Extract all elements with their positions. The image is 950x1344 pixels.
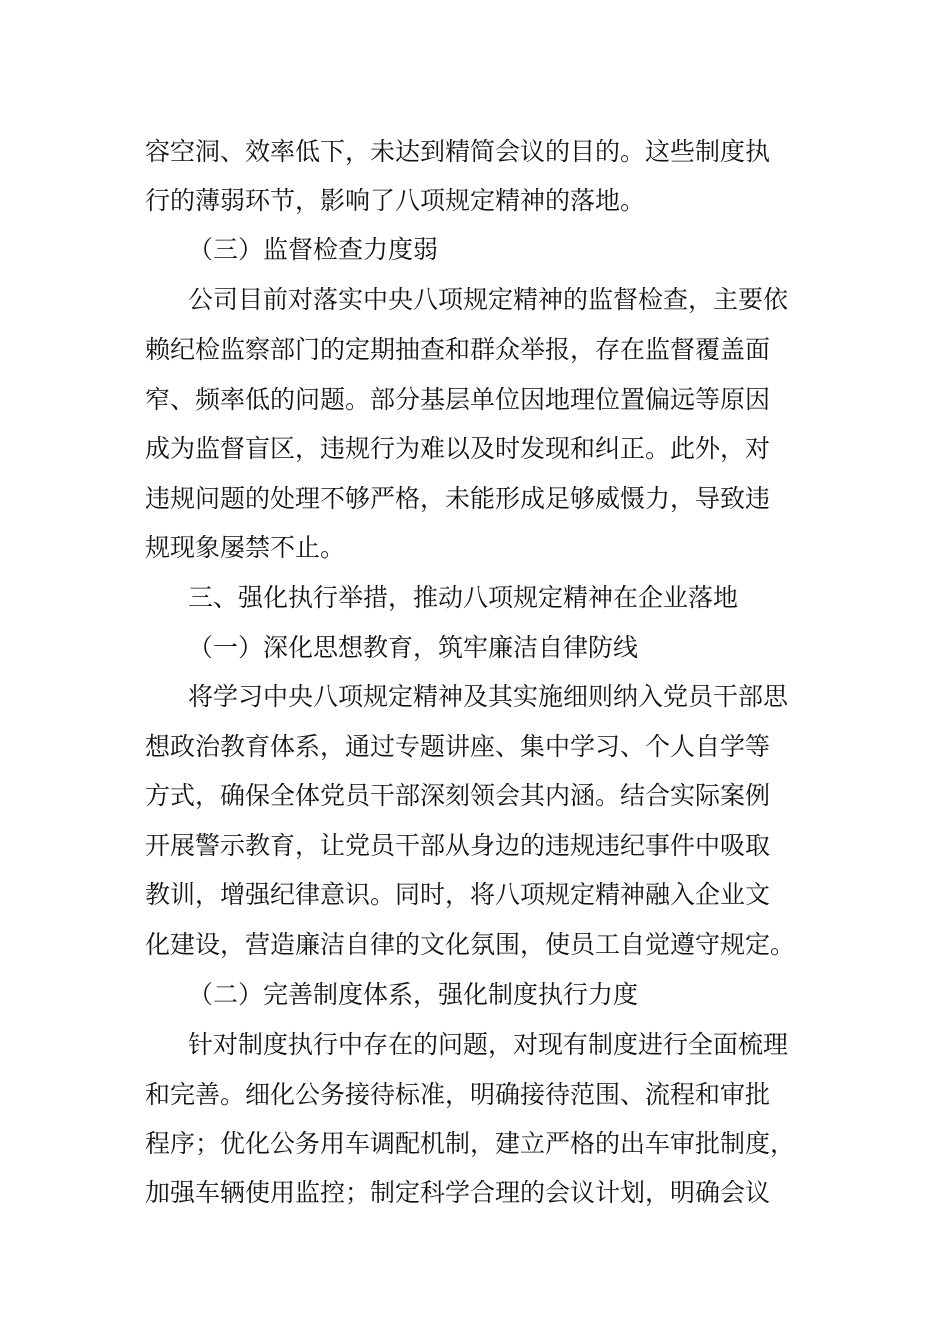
body-text-line: 方式，确保全体党员干部深刻领会其内涵。结合实际案例 <box>145 781 771 810</box>
subsection-heading-2: （二）完善制度体系，强化制度执行力度 <box>188 980 639 1009</box>
body-text-line: 窄、频率低的问题。部分基层单位因地理位置偏远等原因 <box>145 385 771 414</box>
body-text-line: 化建设，营造廉洁自律的文化氛围，使员工自觉遵守规定。 <box>145 930 796 959</box>
body-text-line: 成为监督盲区，违规行为难以及时发现和纠正。此外，对 <box>145 434 771 463</box>
body-text-line: 程序；优化公务用车调配机制，建立严格的出车审批制度， <box>145 1129 796 1158</box>
body-text-line: 将学习中央八项规定精神及其实施细则纳入党员干部思 <box>188 682 789 711</box>
subsection-heading-1: （一）深化思想教育，筑牢廉洁自律防线 <box>188 633 639 662</box>
body-text-line: 开展警示教育，让党员干部从身边的违规违纪事件中吸取 <box>145 831 771 860</box>
subsection-heading-3: （三）监督检查力度弱 <box>188 235 439 264</box>
body-text-line: 容空洞、效率低下，未达到精简会议的目的。这些制度执 <box>145 137 771 166</box>
body-text-line: 和完善。细化公务接待标准，明确接待范围、流程和审批 <box>145 1080 771 1109</box>
body-text-line: 赖纪检监察部门的定期抽查和群众举报，存在监督覆盖面 <box>145 335 771 364</box>
body-text-line: 加强车辆使用监控；制定科学合理的会议计划，明确会议 <box>145 1178 771 1207</box>
body-text-line: 行的薄弱环节，影响了八项规定精神的落地。 <box>145 186 646 215</box>
body-text-line: 针对制度执行中存在的问题，对现有制度进行全面梳理 <box>188 1030 789 1059</box>
section-heading-3: 三、强化执行举措，推动八项规定精神在企业落地 <box>188 583 739 612</box>
body-text-line: 公司目前对落实中央八项规定精神的监督检查，主要依 <box>188 285 789 314</box>
body-text-line: 规现象屡禁不止。 <box>145 533 346 562</box>
body-text-line: 教训，增强纪律意识。同时，将八项规定精神融入企业文 <box>145 880 771 909</box>
body-text-line: 违规问题的处理不够严格，未能形成足够威慑力，导致违 <box>145 484 771 513</box>
body-text-line: 想政治教育体系，通过专题讲座、集中学习、个人自学等 <box>145 732 771 761</box>
